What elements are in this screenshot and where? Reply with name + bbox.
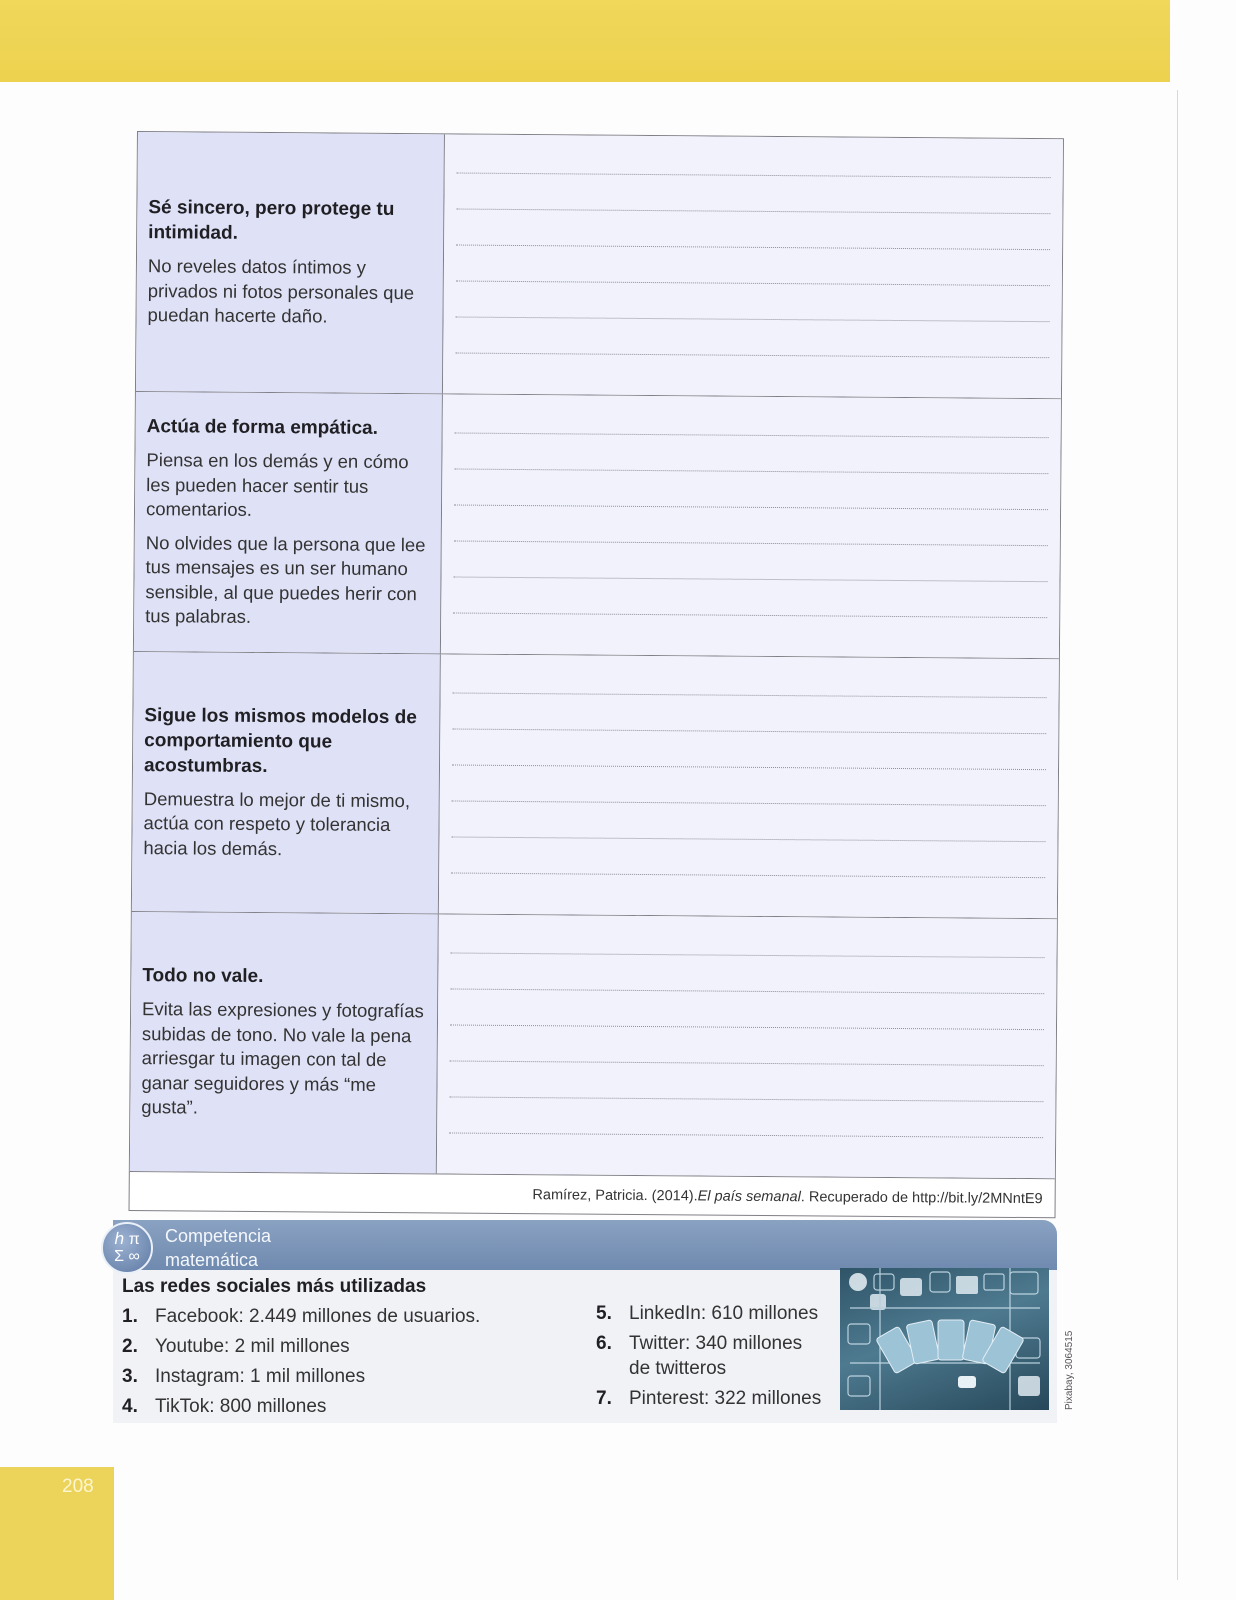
item-text: TikTok: 800 millones <box>155 1396 327 1417</box>
item-text: Facebook: 2.449 millones de usuarios. <box>155 1306 481 1327</box>
page-edge-line <box>1177 90 1178 1580</box>
writing-line <box>456 245 1050 251</box>
writing-line <box>457 173 1051 179</box>
writing-line <box>449 1132 1043 1138</box>
writing-line <box>450 1060 1044 1066</box>
answer-lines-cell[interactable] <box>437 914 1057 1178</box>
writing-line <box>453 612 1047 618</box>
list-item <box>122 1394 542 1419</box>
rule-text-cell <box>132 652 441 913</box>
item-text: Pinterest: 322 millones <box>629 1388 822 1409</box>
rule-row <box>136 132 1063 399</box>
rule-title: Sé sincero, pero protege tu intimidad. <box>148 197 395 245</box>
writing-line <box>450 988 1044 994</box>
rule-paragraph: No reveles datos íntimos y privados ni fotos personales que puedan hacerte daño. <box>147 255 415 327</box>
rule-paragraph: Piensa en los demás y en cómo les pueden hacer sentir tus comentarios. <box>145 449 409 521</box>
rule-row <box>134 392 1061 659</box>
writing-line <box>455 433 1049 439</box>
top-color-band <box>0 0 1170 82</box>
rule-text-cell <box>134 392 443 653</box>
item-number: 2. <box>122 1336 138 1357</box>
math-symbols-text: ℎ π Σ ∞ <box>114 1231 140 1265</box>
answer-lines-cell[interactable] <box>439 654 1059 918</box>
credit-after: . Recuperado de http://bit.ly/2MNntE9 <box>800 1189 1043 1208</box>
writing-line <box>456 209 1050 215</box>
social-media-icons-illustration <box>840 1268 1049 1410</box>
item-number: 3. <box>122 1366 138 1387</box>
rule-paragraph: No olvides que la persona que lee tus mensajes es un ser humano sensible, al que puedes herir con tus palabras. <box>145 531 426 628</box>
list-item <box>122 1304 542 1329</box>
writing-line <box>454 469 1048 475</box>
source-credit <box>130 1172 1055 1219</box>
writing-line <box>449 1096 1043 1102</box>
rule-paragraph: Demuestra lo mejor de ti mismo, actúa con respeto y tolerancia hacia los demás. <box>143 787 411 859</box>
item-number: 6. <box>596 1333 612 1354</box>
competencia-title-line1: Competencia <box>165 1226 272 1246</box>
item-number: 1. <box>122 1306 138 1327</box>
writing-line <box>454 541 1048 547</box>
rule-title: Sigue los mismos modelos de comportamiento que acostumbras. <box>143 704 417 777</box>
writing-line <box>456 281 1050 287</box>
answer-lines-cell[interactable] <box>443 134 1063 398</box>
writing-line <box>450 1024 1044 1030</box>
netiquette-table <box>129 131 1064 1218</box>
math-symbols-icon <box>101 1222 153 1274</box>
answer-lines-cell[interactable] <box>441 394 1061 658</box>
writing-line <box>456 317 1050 323</box>
page-number-badge <box>0 1467 114 1600</box>
rule-text-cell <box>130 912 439 1173</box>
writing-line <box>454 505 1048 511</box>
item-number: 5. <box>596 1303 612 1324</box>
credit-before: Ramírez, Patricia. (2014). <box>532 1187 698 1205</box>
social-list-left <box>122 1304 542 1424</box>
list-item <box>596 1386 826 1411</box>
rule-row <box>132 652 1059 919</box>
list-item <box>122 1334 542 1359</box>
writing-line <box>451 872 1045 878</box>
list-item <box>596 1301 826 1326</box>
writing-line <box>451 952 1045 958</box>
social-media-icons-image <box>840 1268 1049 1410</box>
item-text: Youtube: 2 mil millones <box>155 1336 350 1357</box>
page-number: 208 <box>62 1476 94 1497</box>
list-heading: Las redes sociales más utilizadas <box>122 1276 427 1297</box>
item-number: 7. <box>596 1388 612 1409</box>
writing-line <box>451 836 1045 842</box>
rule-paragraph: Evita las expresiones y fotografías subidas de tono. No vale la pena arriesgar tu imagen con tal de ganar seguidores y más “me gusta”. <box>141 998 424 1118</box>
item-text: Twitter: 340 millones de twitteros <box>629 1333 803 1379</box>
writing-line <box>453 692 1047 698</box>
photo-credit: Pixabay, 3064515 <box>1064 1330 1075 1410</box>
writing-line <box>454 576 1048 582</box>
rule-row <box>130 912 1057 1179</box>
credit-italic: El país semanal <box>697 1188 801 1206</box>
rule-title: Actúa de forma empática. <box>146 416 379 440</box>
competencia-title <box>165 1224 465 1272</box>
item-number: 4. <box>122 1396 138 1417</box>
item-text: Instagram: 1 mil millones <box>155 1366 366 1387</box>
writing-line <box>452 728 1046 734</box>
competencia-title-line2: matemática <box>165 1250 259 1270</box>
rule-text-cell <box>136 132 445 393</box>
list-item <box>122 1364 542 1389</box>
writing-line <box>455 353 1049 359</box>
writing-line <box>452 800 1046 806</box>
social-list-right <box>596 1301 826 1416</box>
list-item <box>596 1331 826 1381</box>
item-text: LinkedIn: 610 millones <box>629 1303 819 1324</box>
rule-title: Todo no vale. <box>142 965 264 988</box>
writing-line <box>452 764 1046 770</box>
